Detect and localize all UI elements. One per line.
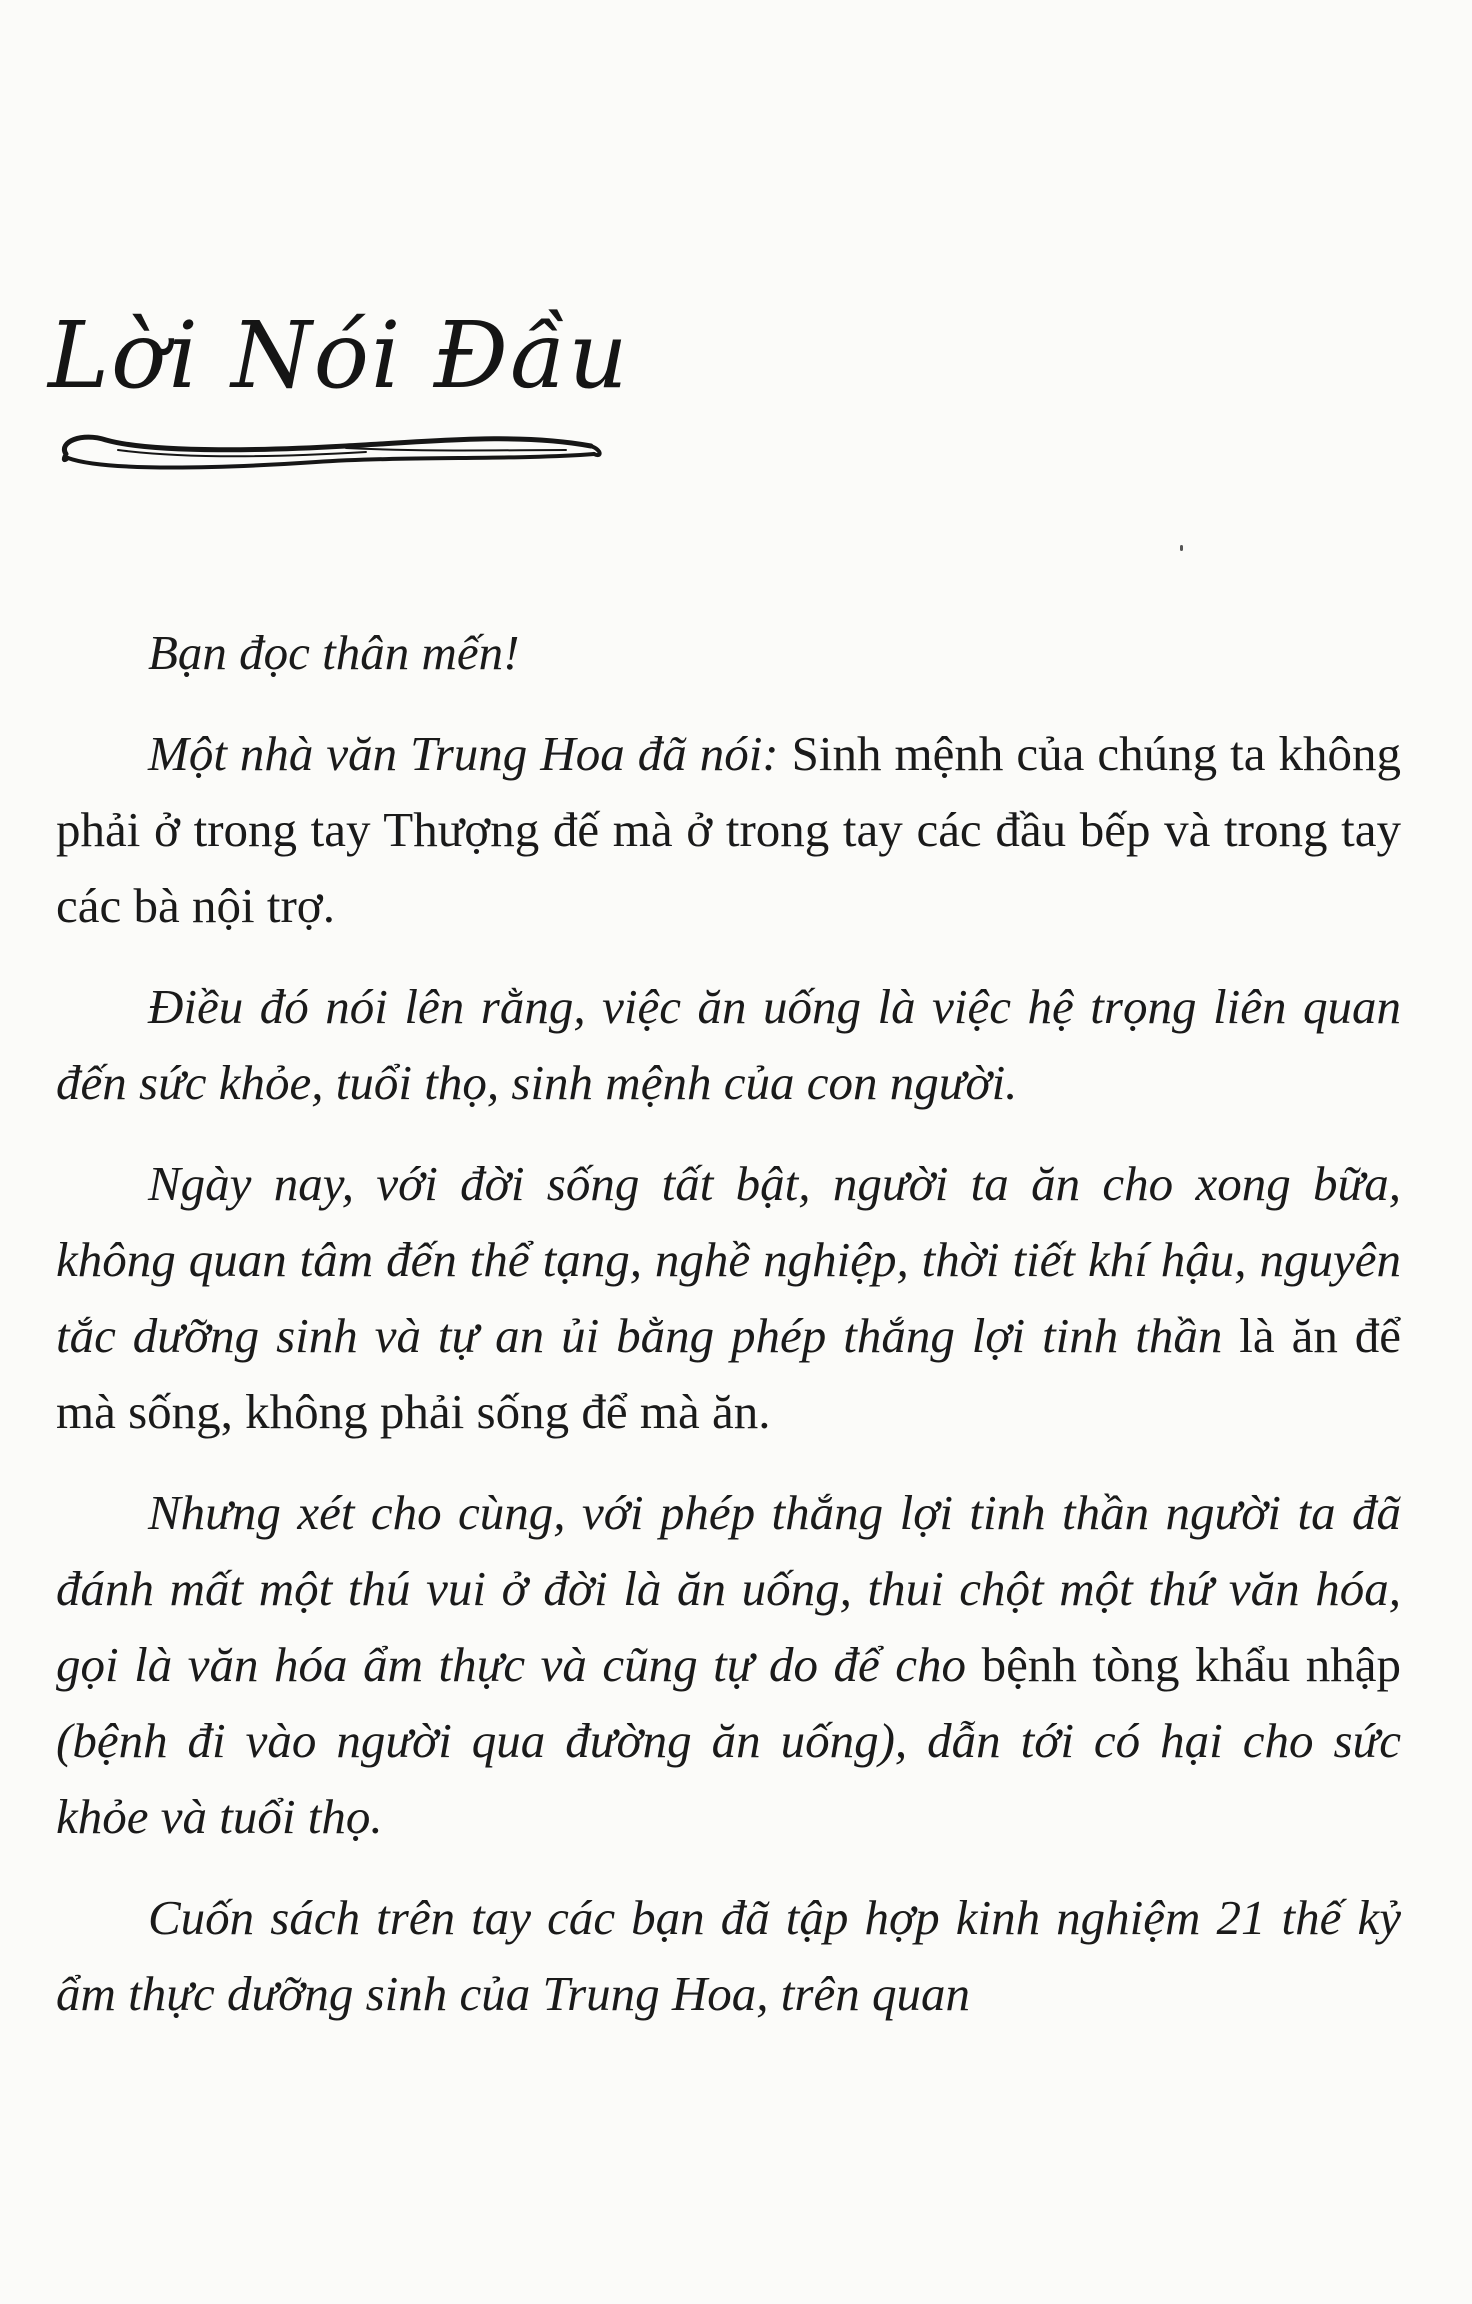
body-text (56, 615, 1401, 2057)
print-speck (1180, 545, 1183, 551)
paragraph-consequence (56, 1475, 1401, 1855)
title-flourish-ornament (46, 420, 606, 480)
paragraph-text-roman: Sinh mệnh của chúng ta không phải ở trong tay Thượng đế mà ở trong tay các đầu bếp và trong tay các bà nội trợ. (56, 726, 1401, 933)
paragraph-text-italic: Ngày nay, với đời sống tất bật, người ta ăn cho xong bữa, không quan tâm đến thể tạng, nghề nghiệp, thời tiết khí hậu, nguyên tắc dưỡng sinh và tự an ủi bằng phép thắng lợi tinh thần (56, 1156, 1401, 1363)
paragraph-text-roman: bệnh tòng khẩu nhập (981, 1637, 1401, 1692)
paragraph-greeting (56, 615, 1401, 691)
paragraph-text-italic: Một nhà văn Trung Hoa đã nói: (148, 726, 792, 781)
paragraph-quote (56, 716, 1401, 944)
paragraph-text-roman: là ăn để mà sống, không phải sống để mà ăn. (56, 1308, 1401, 1439)
paragraph-meaning (56, 969, 1401, 1121)
paragraph-modern-life (56, 1146, 1401, 1450)
paragraph-text-italic: Cuốn sách trên tay các bạn đã tập hợp kinh nghiệm 21 thế kỷ ẩm thực dưỡng sinh của Trung Hoa, trên quan (56, 1890, 1401, 2021)
paragraph-text-italic: Bạn đọc thân mến! (148, 625, 520, 680)
paragraph-text-italic-2: (bệnh đi vào người qua đường ăn uống), dẫn tới có hại cho sức khỏe và tuổi thọ. (56, 1713, 1401, 1844)
paragraph-text-italic: Nhưng xét cho cùng, với phép thắng lợi tinh thần người ta đã đánh mất một thú vui ở đời là ăn uống, thui chột một thứ văn hóa, gọi là văn hóa ẩm thực và cũng tự do để cho (56, 1485, 1401, 1692)
paragraph-book-intro (56, 1880, 1401, 2032)
chapter-title: Lời Nói Đầu (48, 302, 630, 409)
paragraph-text-italic: Điều đó nói lên rằng, việc ăn uống là việc hệ trọng liên quan đến sức khỏe, tuổi thọ, sinh mệnh của con người. (56, 979, 1401, 1110)
